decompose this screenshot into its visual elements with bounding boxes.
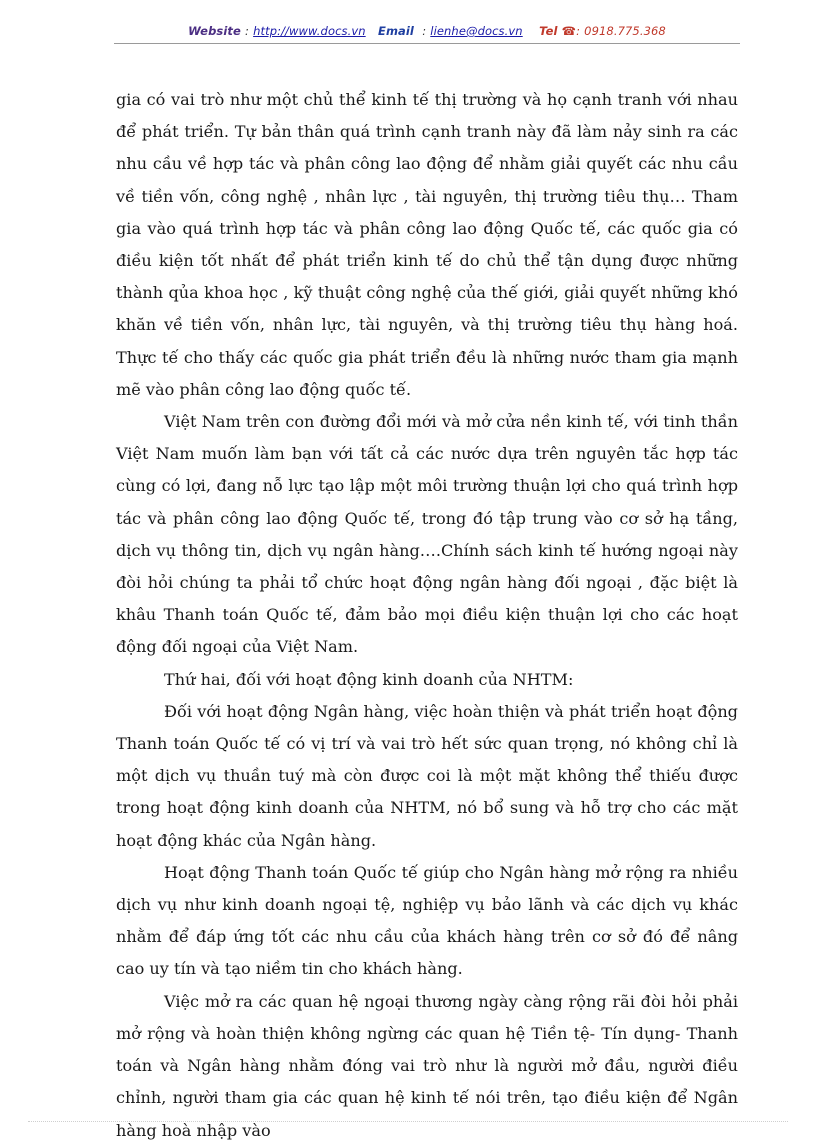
tel-colon: : — [576, 24, 581, 38]
tel-value: 0918.775.368 — [584, 24, 666, 38]
footer-divider — [28, 1121, 788, 1122]
page-header — [114, 24, 740, 38]
paragraph-vietnam-policy: Việt Nam trên con đường đổi mới và mở cửa nền kinh tế, với tinh thần Việt Nam muốn làm bạn với tất cả các nước dựa trên nguyên tắc hợp tác cùng có lợi, đang nỗ lực tạo lập một môi trường thuận lợi cho quá trình hợp tác và phân công lao động Quốc tế, trong đó tập trung vào cơ sở hạ tầng, dịch vụ thông tin, dịch vụ ngân hàng….Chính sách kinh tế hướng ngoại này đòi hỏi chúng ta phải tổ chức hoạt động ngân hàng đối ngoại , đặc biệt là khâu Thanh toán Quốc tế, đảm bảo mọi điều kiện thuận lợi cho các hoạt động đối ngoại của Việt Nam. — [116, 412, 738, 657]
header-divider — [114, 43, 740, 44]
email-link[interactable]: lienhe@docs.vn — [430, 24, 523, 38]
paragraph-foreign-trade: Việc mở ra các quan hệ ngoại thương ngày càng rộng rãi đòi hỏi phải mở rộng và hoàn thiện không ngừng các quan hệ Tiền tệ- Tín dụng- Thanh toán và Ngân hàng nhằm đóng vai trò như là người mở đầu, người điều chỉnh, người tham gia các quan hệ kinh tế nói trên, tạo điều kiện để Ngân hàng hoà nhập vào — [116, 991, 738, 1140]
paragraph-continued: gia có vai trò như một chủ thể kinh tế thị trường và họ cạnh tranh với nhau để phát triển. Tự bản thân quá trình cạnh tranh này đã làm nảy sinh ra các nhu cầu về hợp tác và phân công lao động để nhằm giải quyết các nhu cầu về tiền vốn, công nghệ , nhân lực , tài nguyên, thị trường tiêu thụ… Tham gia vào quá trình hợp tác và phân công lao động Quốc tế, các quốc gia có điều kiện tốt nhất để phát triển kinh tế do chủ thể tận dụng được những thành qủa khoa học , kỹ thuật công nghệ của thế giới, giải quyết những khó khăn về tiền vốn, nhân lực, tài nguyên, và thị trường tiêu thụ hàng hoá. Thực tế cho thấy các quốc gia phát triển đều là những nước tham gia mạnh mẽ vào phân công lao động quốc tế. — [116, 90, 738, 399]
website-link[interactable]: http://www.docs.vn — [253, 24, 366, 38]
tel-label: Tel — [539, 24, 558, 38]
website-label: Website — [188, 24, 241, 38]
document-body — [116, 84, 738, 1147]
website-colon: : — [245, 24, 249, 38]
phone-icon: ☎ — [561, 24, 577, 38]
paragraph-bank-activity: Đối với hoạt động Ngân hàng, việc hoàn thiện và phát triển hoạt động Thanh toán Quốc tế có vị trí và vai trò hết sức quan trọng, nó không chỉ là một dịch vụ thuần tuý mà còn được coi là một mặt không thể thiếu được trong hoạt động kinh doanh của NHTM, nó bổ sung và hỗ trợ cho các mặt hoạt động khác của Ngân hàng. — [116, 701, 738, 850]
paragraph-payment-services: Hoạt động Thanh toán Quốc tế giúp cho Ngân hàng mở rộng ra nhiều dịch vụ như kinh doanh ngoại tệ, nghiệp vụ bảo lãnh và các dịch vụ khác nhằm để đáp ứng tốt các nhu cầu của khách hàng trên cơ sở đó để nâng cao uy tín và tạo niềm tin cho khách hàng. — [116, 862, 738, 979]
email-label: Email — [377, 24, 414, 38]
email-colon: : — [422, 24, 427, 38]
paragraph-second-point: Thứ hai, đối với hoạt động kinh doanh của NHTM: — [164, 669, 574, 689]
